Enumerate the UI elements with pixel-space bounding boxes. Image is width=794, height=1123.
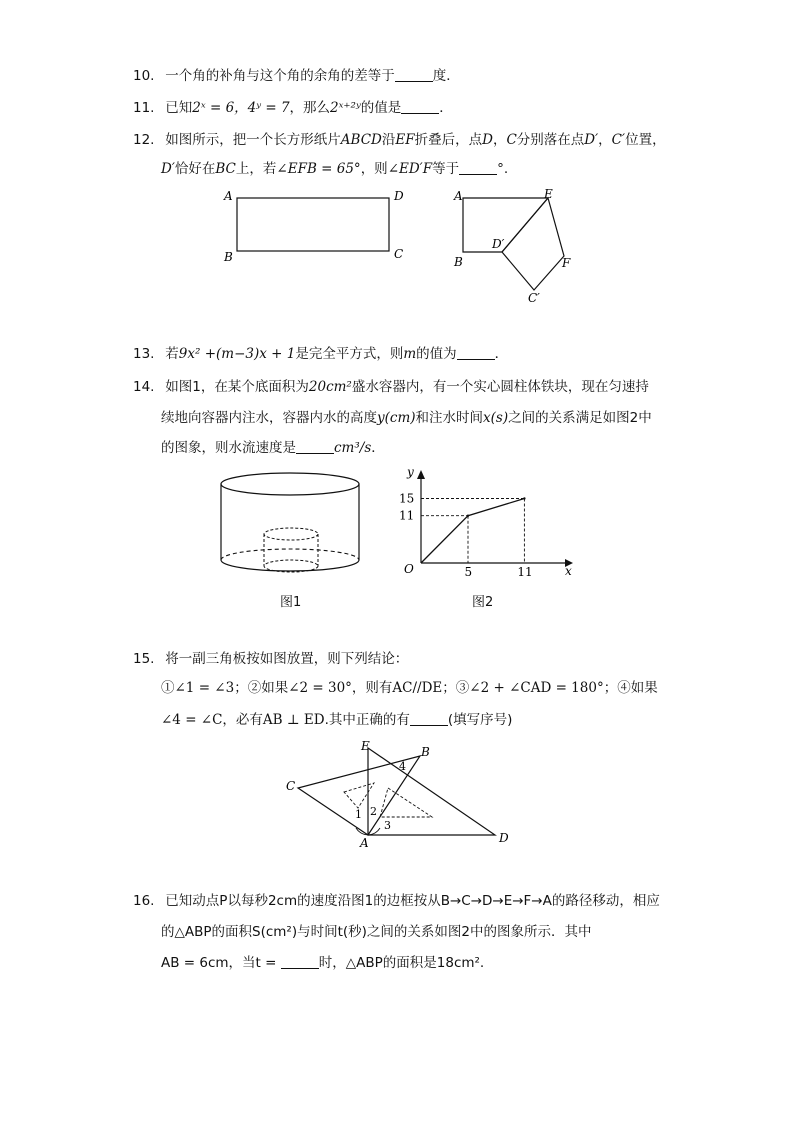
- question-text: 续地向容器内注水，容器内水的高度: [161, 410, 377, 426]
- math-expression: D′: [161, 161, 175, 177]
- y-axis-label: y: [407, 465, 414, 479]
- y-axis-arrow: [417, 470, 425, 479]
- question-text: ，: [598, 132, 612, 148]
- question-text-end: 度．: [432, 68, 460, 84]
- data-point: [523, 497, 525, 499]
- question-text: 上，若: [235, 161, 277, 177]
- question-14-line-3: [161, 438, 385, 458]
- question-text: ，则: [360, 161, 388, 177]
- question-text-end: °.: [497, 161, 509, 177]
- question-number: 15.: [133, 651, 155, 667]
- figure-2-caption: 图2: [472, 595, 494, 610]
- question-text: 等于: [432, 161, 460, 177]
- math-expression: x(s): [483, 410, 509, 426]
- answer-blank[interactable]: [401, 99, 439, 114]
- math-expression: 2ˣ⁺²ʸ: [330, 100, 361, 116]
- math-expression: ∠ED′F: [387, 161, 433, 177]
- question-text: 一个角的补角与这个角的余角的差等于: [165, 68, 395, 84]
- answer-blank[interactable]: [457, 345, 495, 360]
- question-12-line-2: [161, 159, 508, 179]
- question-text: AB = 6cm，当t =: [161, 955, 281, 971]
- origin-label: O: [404, 562, 414, 576]
- answer-blank[interactable]: [395, 67, 433, 82]
- math-expression: 2ˣ = 6，4ʸ = 7: [192, 100, 290, 116]
- question-14-line-2: [161, 408, 652, 428]
- cylinder-figure: [214, 470, 366, 582]
- question-16-line-3: [161, 953, 484, 973]
- question-text: 的值为: [416, 346, 457, 362]
- x-tick-label: 5: [464, 565, 473, 579]
- question-text: ，: [492, 132, 507, 148]
- answer-blank[interactable]: [459, 160, 497, 175]
- math-expression: D′: [584, 132, 599, 148]
- data-line: [421, 499, 524, 564]
- question-number: 11.: [133, 100, 155, 116]
- label-c: C: [394, 247, 404, 261]
- question-14: [133, 377, 649, 397]
- label-d: D: [499, 831, 509, 845]
- label-f: F: [562, 256, 571, 270]
- question-number: 13.: [133, 346, 155, 362]
- label-e: E: [361, 739, 370, 753]
- data-point: [467, 515, 469, 517]
- question-10: [133, 66, 460, 86]
- question-text: 已知: [165, 100, 193, 116]
- question-text: 分别落在点: [516, 132, 585, 148]
- question-text: 的△ABP的面积S(cm²)与时间t(秒)之间的关系如图2中的图象所示．其中: [161, 924, 592, 940]
- angle-2: 2: [370, 805, 377, 818]
- figure-12: [218, 186, 588, 306]
- answer-blank[interactable]: [281, 954, 319, 969]
- y-tick-label: 15: [399, 491, 415, 506]
- question-15-line-3: [161, 710, 512, 730]
- label-a: A: [360, 836, 369, 850]
- math-expression: ABCD: [340, 132, 382, 148]
- question-text: 已知动点P以每秒2cm的速度沿图1的边框按从B→C→D→E→F→A的路径移动，相应: [165, 893, 660, 909]
- question-text: 的值是: [360, 100, 402, 116]
- conclusion-list: ①∠1 = ∠3；②如果∠2 = 30°，则有AC//DE；③∠2 + ∠CAD = 180°；④如果: [161, 680, 658, 696]
- question-text: .其中正确的有: [324, 712, 410, 728]
- question-text: 沿: [381, 132, 396, 148]
- angle-3: 3: [384, 819, 391, 832]
- question-text: ，那么: [289, 100, 331, 116]
- question-15: [133, 649, 408, 669]
- math-expression: 20cm²: [308, 379, 352, 395]
- label-a: A: [224, 189, 233, 203]
- question-text: 若: [165, 346, 179, 362]
- math-expression: BC: [215, 161, 236, 177]
- angle-4: 4: [399, 760, 406, 773]
- label-c: C: [286, 779, 296, 793]
- label-c-prime: C′: [528, 291, 540, 305]
- math-expression: m: [403, 346, 417, 362]
- question-text: 如图所示，把一个长方形纸片: [165, 132, 341, 148]
- question-12: [133, 130, 666, 150]
- label-d: D: [394, 189, 404, 203]
- math-expression: EF: [395, 132, 415, 148]
- triangle-boards-figure: [280, 736, 520, 852]
- question-16-line-2: [161, 922, 592, 942]
- question-text: 折叠后，点: [414, 132, 483, 148]
- math-expression: ∠EFB = 65°: [276, 161, 361, 177]
- x-tick-label: 11: [517, 565, 533, 579]
- folded-rectangle: [463, 198, 564, 290]
- math-expression: ∠4 = ∠C，必有AB ⊥ ED: [161, 712, 325, 728]
- question-16: [133, 891, 660, 911]
- question-number: 10.: [133, 68, 155, 84]
- x-axis-label: x: [565, 564, 572, 578]
- y-tick-label: 11: [399, 508, 415, 523]
- question-15-line-2: [161, 678, 658, 698]
- question-11: [133, 98, 453, 118]
- question-text: (填写序号): [447, 712, 513, 728]
- math-expression: 9x² +(m−3)x + 1: [178, 346, 296, 362]
- question-text-end: ．: [494, 346, 509, 362]
- question-text: 盛水容器内，有一个实心圆柱体铁块，现在匀速持: [351, 379, 649, 395]
- label-a2: A: [454, 189, 463, 203]
- label-e: E: [544, 187, 553, 201]
- question-text: 将一副三角板按如图放置，则下列结论：: [165, 651, 409, 667]
- label-b: B: [224, 250, 233, 264]
- question-text: 的图象，则水流速度是: [161, 440, 296, 456]
- question-text-end: ．: [371, 440, 385, 456]
- question-text: 时，△ABP的面积是18cm².: [318, 955, 485, 971]
- label-b: B: [421, 745, 430, 759]
- answer-blank[interactable]: [296, 439, 334, 454]
- question-text: 位置，: [625, 132, 666, 148]
- question-number: 12.: [133, 132, 155, 148]
- question-13: [133, 344, 508, 364]
- question-number: 14.: [133, 379, 155, 395]
- question-text-end: ．: [439, 100, 453, 116]
- water-height-chart: [395, 462, 585, 582]
- angle-1: 1: [355, 808, 362, 821]
- rectangle-abcd: [237, 198, 389, 251]
- question-text: 是完全平方式，则: [295, 346, 404, 362]
- math-expression: C: [506, 132, 517, 148]
- question-text: 和注水时间: [415, 410, 484, 426]
- answer-blank[interactable]: [410, 711, 448, 726]
- label-b2: B: [454, 255, 463, 269]
- label-d-prime: D′: [492, 237, 505, 251]
- question-text: 恰好在: [174, 161, 216, 177]
- question-number: 16.: [133, 893, 155, 909]
- figure-1-caption: 图1: [280, 595, 302, 610]
- math-expression: y(cm): [377, 410, 416, 426]
- math-expression: D: [482, 132, 493, 148]
- question-text: 如图1，在某个底面积为: [165, 379, 309, 395]
- math-expression: cm³/s: [334, 440, 372, 456]
- math-expression: C′: [611, 132, 626, 148]
- question-text: 之间的关系满足如图2中: [508, 410, 652, 426]
